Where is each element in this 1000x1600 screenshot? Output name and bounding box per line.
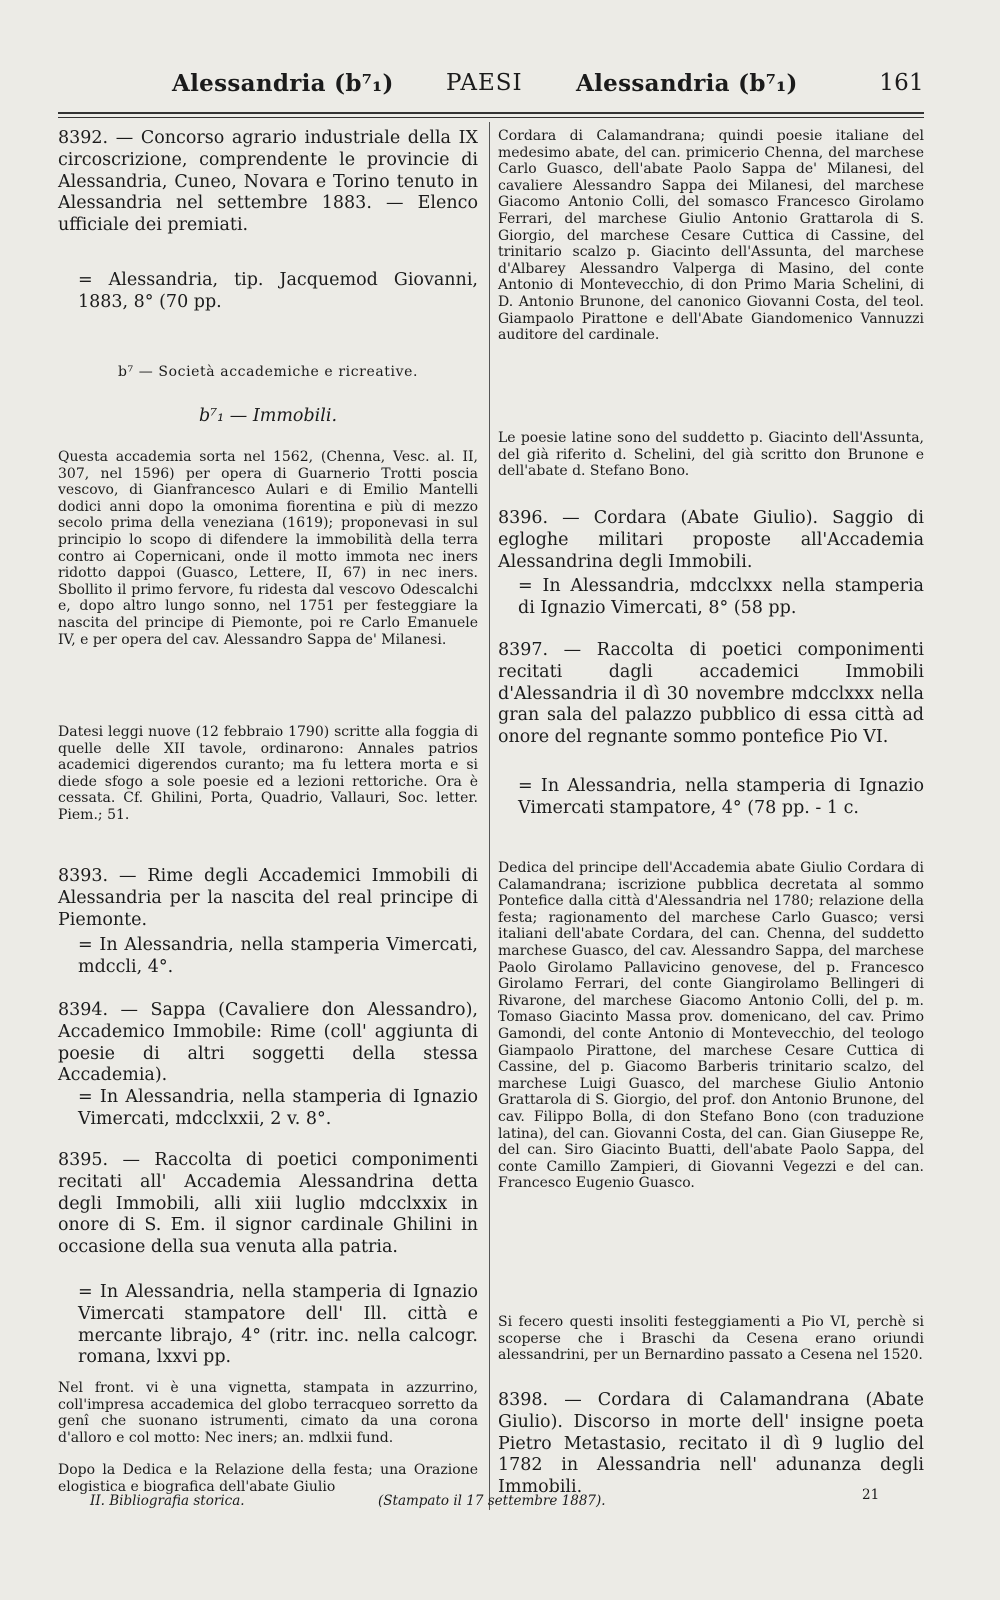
entry-8397-imprint: = In Alessandria, nella stamperia di Ignazio Vimercati stampatore, 4° (78 pp. - 1 c. [518,776,924,818]
page-footer [90,1487,890,1517]
entry-8392-imprint: = Alessandria, tip. Jacquemod Giovanni, 1883, 8° (70 pp. [78,270,478,312]
entry-8397: 8397. — Raccolta di poetici componimenti recitati dagli accademici Immobili d'Alessandria il dì 30 novembre mdcclxxx nella gran sala del palazzo pubblico di essa città ad onore del regnante sommo pontefice Pio VI. [498,640,924,748]
latin-poems-paragraph: Le poesie latine sono del suddetto p. Giacinto dell'Assunta, del già riferito d. Schelini, del già scritto don Brunone e dell'abate d. Stefano Bono. [498,430,924,480]
entry-8392: 8392. — Concorso agrario industriale della IX circoscrizione, comprendente le provincie di Alessandria, Cuneo, Novara e Torino tenuto in Alessandria nel settembre 1883. — Elenco ufficiale dei premiati. [58,128,478,236]
header-rule-thin [58,117,924,118]
section-heading-b7: b⁷ — Società accademiche e ricreative. [117,364,419,380]
entry-8393-imprint: = In Alessandria, nella stamperia Vimercati, mdccli, 4°. [78,935,478,977]
entry-8393: 8393. — Rime degli Accademici Immobili di Alessandria per la nascita del real principe di Piemonte. [58,866,478,930]
section-heading-b71: b⁷₁ — Immobili. [198,406,338,426]
entry-8396-imprint: = In Alessandria, mdcclxxx nella stamperia di Ignazio Vimercati, 8° (58 pp. [518,576,924,618]
header-section-label: PAESI [446,70,523,96]
intro-paragraph-1: Questa accademia sorta nel 1562, (Chenna, Vesc. al. II, 307, nel 1596) per opera di Guarnerio Trotti poscia vescovo, di Gianfrancesco Aulari e di Emilio Mantelli dodici anni dopo la omonima fiorentina e più di mezzo secolo prima della veneziana (1619); proponevasi in sul principio lo scopo di difendere la immobilità della terra contro ai Copernicani, onde il motto immota nec iners ridotto dappoi (Guasco, Lettere, II, 67) in nec iners. Sbollito il primo fervore, fu ridesta dal vescovo Odescalchi e, dopo altro lungo sonno, nel 1751 per festeggiare la nascita del principe di Piemonte, poi re Carlo Emanuele IV, e per opera del cav. Alessandro Sappa de' Milanesi. [58,449,478,648]
entry-8396: 8396. — Cordara (Abate Giulio). Saggio di egloghe militari proposte all'Accademia Alessandrina degli Immobili. [498,508,924,572]
header-left-title: Alessandria (b⁷₁) [172,70,394,97]
entry-8395-note-contents: Dopo la Dedica e la Relazione della festa; una Orazione elogistica e biografica dell'abate Giulio [58,1462,478,1495]
entry-8397-note-contents: Dedica del principe dell'Accademia abate Giulio Cordara di Calamandrana; iscrizione pubblica decretata al sommo Pontefice dalla città d'Alessandria nel 1780; relazione della festa; ragionamento del marchese Carlo Guasco; versi italiani dell'abate Cordara, del can. Chenna, del suddetto marchese Guasco, del cav. Alessandro Sappa, del marchese Paolo Girolamo Pallavicino genovese, del p. Francesco Girolamo Ferrari, del conte Giangirolamo Bellingeri di Rivarone, del marchese Giacomo Antonio Colli, del p. m. Tomaso Giacinto Massa prov. domenicano, del cav. Primo Gamondi, del conte Antonio di Montevecchio, del teologo Giampaolo Pirattone, del marchese Cesare Cuttica di Cassine, del p. Giacomo Barberis trinitario scalzo, del marchese Luigi Guasco, del marchese Giulio Antonio Grattarola di S. Giorgio, del prof. don Antonio Brunone, del cav. Filippo Bolla, di don Stefano Bono (con traduzione latina), del can. Giovanni Costa, del can. Gian Giuseppe Re, del can. Siro Giacinto Buatti, dell'abate Paolo Sappa, del conte Camillo Zampieri, di Giovanni Vegezzi e del can. Francesco Eugenio Guasco. [498,860,924,1192]
entry-8395-note-frontispiece: Nel front. vi è una vignetta, stampata in azzurrino, coll'impresa accademica del globo terracqueo sorretto da genî che suonano istrumenti, cimato da una corona d'alloro e col motto: Nec iners; an. mdlxii fund. [58,1380,478,1446]
entry-8395-imprint: = In Alessandria, nella stamperia di Ignazio Vimercati stampatore dell' Ill. città e mercante librajo, 4° (ritr. inc. nella calcogr. romana, lxxvi pp. [78,1282,478,1368]
header-rule-thick [58,112,924,114]
footer-signature-number: 21 [862,1487,880,1503]
entry-8395: 8395. — Raccolta di poetici componimenti recitati all' Accademia Alessandrina detta degli Immobili, alli xiii luglio mdcclxxix in onore di S. Em. il signor cardinale Ghilini in occasione della sua venuta alla patria. [58,1150,478,1258]
entry-8394-imprint: = In Alessandria, nella stamperia di Ignazio Vimercati, mdcclxxii, 2 v. 8°. [78,1087,478,1129]
intro-paragraph-2: Datesi leggi nuove (12 febbraio 1790) scritte alla foggia di quelle delle XII tavole, ordinarono: Annales patrios academici digerendos curanto; ma fu lettera morta e si diede sfogo a sole poesie ed a lezioni rettoriche. Ora è cessata. Cf. Ghilini, Porta, Quadrio, Vallauri, Soc. letter. Piem.; 51. [58,724,478,823]
entry-8397-note-braschi: Si fecero questi insoliti festeggiamenti a Pio VI, perchè si scoperse che i Braschi da Cesena erano oriundi alessandrini, per un Bernardino passato a Cesena nel 1520. [498,1314,924,1364]
footer-series-title: II. Bibliografia storica. [90,1493,245,1509]
footer-print-date: (Stampato il 17 settembre 1887). [378,1493,606,1509]
running-header [172,66,924,106]
entry-8398: 8398. — Cordara di Calamandrana (Abate Giulio). Discorso in morte dell' insigne poeta Pietro Metastasio, recitato il dì 9 luglio del 1782 in Alessandria nell' adunanza degli Immobili. [498,1390,924,1498]
column-divider [489,122,490,1510]
entry-8394: 8394. — Sappa (Cavaliere don Alessandro), Accademico Immobile: Rime (coll' aggiunta di poesie di altri soggetti della stessa Accademia). [58,1000,478,1086]
continued-contents-paragraph: Cordara di Calamandrana; quindi poesie italiane del medesimo abate, del can. primicerio Chenna, del marchese Carlo Guasco, dell'abate Paolo Sappa de' Milanesi, del cavaliere Alessandro Sappa dei Milanesi, del marchese Giacomo Antonio Colli, del somasco Francesco Girolamo Ferrari, del marchese Giulio Antonio Grattarola di S. Giorgio, del marchese Cesare Cuttica di Cassine, del trinitario scalzo p. Giacinto dell'Assunta, del marchese d'Albarey Alessandro Valperga di Masino, del conte Antonio di Montevecchio, di don Primo Maria Schelini, di D. Antonio Brunone, del canonico Giovanni Costa, del teol. Giampaolo Pirattone e dell'Abate Giandomenico Vannuzzi auditore del cardinale. [498,128,924,344]
page-number: 161 [879,70,924,96]
header-right-title: Alessandria (b⁷₁) [576,70,798,97]
